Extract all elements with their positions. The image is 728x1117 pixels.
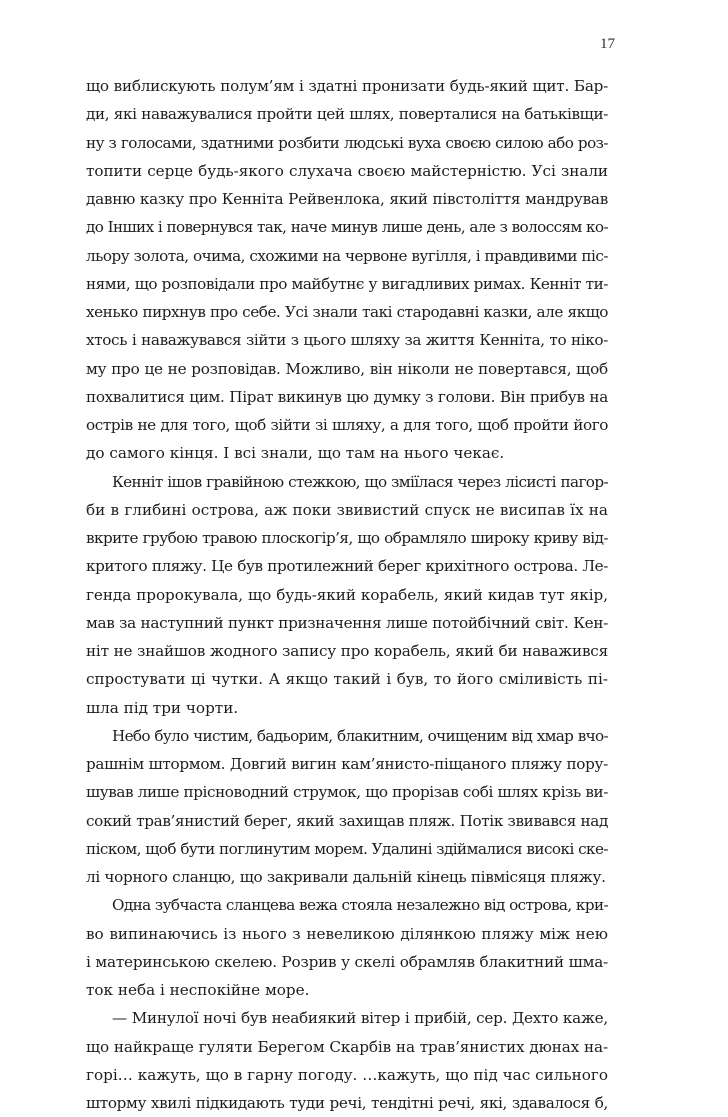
text-line: Небо було чистим, бадьорим, блакитним, очищеним від хмар вчо- <box>112 726 608 745</box>
text-line: до Інших і повернувся так, наче минув лише день, але з волоссям ко- <box>86 218 608 237</box>
text-line: топити серце будь-якого слухача своєю майстерністю. Усі знали <box>86 161 608 180</box>
text-line: давню казку про Кенніта Рейвенлока, який півстоліття мандрував <box>86 190 608 208</box>
text-line: і материнською скелею. Розрив у скелі обрамляв блакитний шма- <box>86 952 608 971</box>
text-line: шторму хвилі підкидають туди речі, тендітні речі, які, здавалося б, <box>86 1094 608 1112</box>
paragraph-3 <box>86 722 608 892</box>
text-line: хтось і наважувався зійти з цього шляху за життя Кенніта, то ніко- <box>86 331 608 350</box>
text-line: во випинаючись із нього з невеликою ділянкою пляжу між нею <box>86 924 608 943</box>
text-line: шла під три чорти. <box>86 698 239 717</box>
page-body-text <box>86 72 608 1117</box>
text-line: до самого кінця. І всі знали, що там на нього чекає. <box>86 444 505 463</box>
text-line: рашнім штормом. Довгий вигин кам’янисто-піщаного пляжу пору- <box>86 755 608 773</box>
text-line: нями, що розповідали про майбутнє у вигадливих римах. Кенніт ти- <box>86 274 608 293</box>
text-line: Кенніт ішов гравійною стежкою, що зміїлася через лісисті пагор- <box>112 472 608 491</box>
text-line: ток неба і неспокійне море. <box>86 981 310 999</box>
text-line: горі… кажуть, що в гарну погоду. …кажуть, що під час сильного <box>86 1065 608 1084</box>
text-line: спростувати ці чутки. А якщо такий і був, то його сміливість пі- <box>86 670 608 689</box>
text-line: Одна зубчаста сланцева вежа стояла незалежно від острова, кри- <box>112 896 608 915</box>
text-line: би в глибині острова, аж поки звивистий спуск не висипав їх на <box>86 500 608 519</box>
text-line: сокий трав’янистий берег, який захищав пляж. Потік звивався над <box>86 811 608 830</box>
text-line: острів не для того, щоб зійти зі шляху, а для того, щоб пройти його <box>86 416 608 434</box>
text-line: що виблискують полум’ям і здатні пронизати будь-який щит. Бар- <box>86 77 608 95</box>
text-line: ніт не знайшов жодного запису про корабель, який би наважився <box>86 642 608 660</box>
paragraph-4 <box>86 891 608 1004</box>
text-line: лі чорного сланцю, що закривали дальній кінець півмісяця пляжу. <box>86 868 606 886</box>
text-line: критого пляжу. Це був протилежний берег крихітного острова. Ле- <box>86 557 608 576</box>
page-number: 17 <box>600 36 615 52</box>
paragraph-5-dialogue <box>86 1004 608 1117</box>
text-line: мав за наступний пункт призначення лише потойбічний світ. Кен- <box>86 613 608 632</box>
text-line: шував лише прісноводний струмок, що прорізав собі шлях крізь ви- <box>86 783 608 802</box>
text-line: му про це не розповідав. Можливо, він ніколи не повертався, щоб <box>86 359 608 378</box>
text-line: похвалитися цим. Пірат викинув цю думку з голови. Він прибув на <box>86 387 608 406</box>
text-line: ди, які наважувалися пройти цей шлях, поверталися на батьківщи- <box>86 105 608 124</box>
text-line: піском, щоб бути поглинутим морем. Удалині здіймалися високі ске- <box>86 839 608 858</box>
text-line: що найкраще гуляти Берегом Скарбів на трав’янистих дюнах на- <box>86 1037 608 1056</box>
text-line: ну з голосами, здатними розбити людські вуха своєю силою або роз- <box>86 133 608 152</box>
paragraph-1 <box>86 72 608 468</box>
text-line: — Минулої ночі був неабиякий вітер і прибій, сер. Дехто каже, <box>112 1009 608 1028</box>
paragraph-2 <box>86 468 608 722</box>
text-line: вкрите грубою травою плоскогір’я, що обрамляло широку криву від- <box>86 529 608 547</box>
text-line: льору золота, очима, схожими на червоне вугілля, і правдивими піс- <box>86 246 608 265</box>
text-line: генда пророкувала, що будь-який корабель, який кидав тут якір, <box>86 585 608 604</box>
text-line: хенько пирхнув про себе. Усі знали такі стародавні казки, але якщо <box>86 303 608 321</box>
